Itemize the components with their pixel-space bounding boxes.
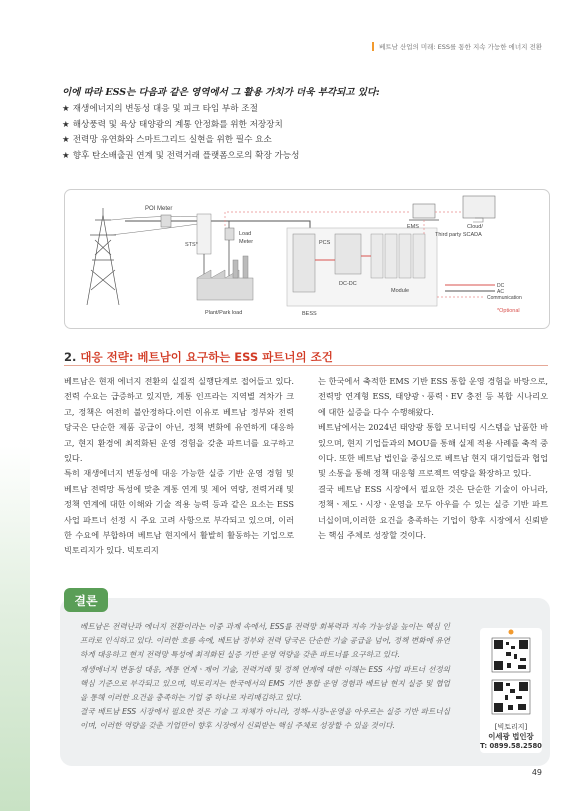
qr-codes (480, 628, 542, 718)
ems-laptop-icon (409, 204, 439, 220)
body-columns (64, 374, 548, 559)
body-paragraph: 특히 재생에너지 변동성에 대응 가능한 실증 기반 운영 경험 및 베트남 전력망 특성에 맞춘 계통 연계 및 제어 역량, 전력거래 및 정책 연계에 대한 이해와 기술 적용 능력 등과 같은 요소는 ESS 사업 파트너 선정 시 주요 고려 사항으로 부각되고 있으며, 이러한 수요에 부합하며 베트남 현지에서 활발히 활동하는 기업으로 빅토리지가 있다. 빅토리지 (64, 468, 294, 556)
section-title (64, 349, 333, 365)
contact-phone: T: 0899.58.2580 (480, 742, 542, 750)
body-paragraph: 베트남은 현재 에너지 전환의 실질적 실행단계로 접어들고 있다. 전력 수요는 급증하고 있지만, 계통 인프라는 지역별 격차가 크고, 정책은 여전히 불안정하다.이런 이유로 베트남 정부와 전력 당국은 단순한 제품 공급이 아닌, 정책 변화에 유연하게 대응하고, 현지 환경에 최적화된 운영 경험을 갖춘 파트너를 요구하고 있다. (64, 376, 294, 464)
star-icon: ★ (62, 104, 70, 114)
body-column-right (318, 374, 548, 559)
factory-icon (197, 256, 253, 300)
header-accent-bar (372, 42, 374, 51)
sts-cabinet-icon (197, 214, 211, 254)
body-paragraph: 결국 베트남 ESS 시장에서 필요한 것은 단순한 기술이 아니라,정책ㆍ제도ㆍ시장ㆍ운영을 모두 아우를 수 있는 실증 기반 파트너십이며,이러한 요건을 충족하는 기업이 향후 시장에서 신뢰받는 핵심 주체로 성장할 것이다. (318, 483, 548, 541)
star-icon: ★ (62, 119, 70, 130)
legend-ac-label: AC (497, 289, 504, 295)
dcdc-label: DC-DC (339, 281, 357, 287)
poi-meter-label: POI Meter (145, 206, 173, 212)
body-paragraph: 베트남에서는 2024년 태양광 통합 모니터링 시스템을 납품한 바 있으며, 현지 기업들과의 MOU를 통해 실제 적용 사례를 축적 중이다. 또한 베트남 법인을 중심으로 베트남 현지 대기업들과 협업 및 소통을 통해 정책 대응형 프로젝트 역량을 확장하고 있다. (318, 422, 548, 479)
star-icon: ★ (62, 150, 70, 161)
intro-list (62, 102, 532, 164)
ess-system-diagram (64, 189, 550, 329)
poi-meter-icon (161, 215, 171, 227)
body-paragraph: 는 한국에서 축적한 EMS 기반 ESS 통합 운영 경험을 바탕으로, 전력망 연계형 ESS, 태양광ㆍ풍력ㆍEV 충전 등 복합 시나리오에 대한 실증을 다수 수행해왔다. (318, 376, 548, 417)
diagram-legend (437, 283, 522, 301)
intro-list-item: ★ 재생에너지의 변동성 대응 및 피크 타임 부하 조절 (62, 104, 258, 114)
dcdc-cabinet-icon (335, 234, 361, 274)
star-icon: ★ (62, 135, 70, 145)
power-line (111, 216, 205, 220)
running-header (372, 42, 542, 51)
qr-code-icon[interactable] (492, 638, 530, 672)
intro-block (62, 84, 532, 164)
page-number: 49 (531, 768, 542, 777)
intro-list-item: ★ 향후 탄소배출권 연계 및 전력거래 플랫폼으로의 확장 가능성 (62, 150, 300, 161)
ems-label: EMS (407, 224, 419, 230)
cloud-label-2: Third party SCADA (435, 232, 482, 238)
contact-person: 이세광 법인장 (488, 732, 534, 741)
comm-line (225, 212, 409, 228)
sts-label: STS* (185, 242, 198, 248)
bess-label: BESS (302, 311, 317, 317)
monitor-icon (463, 196, 495, 222)
load-meter-label-2: Meter (239, 239, 254, 245)
left-decorative-strip (0, 0, 30, 811)
intro-heading: 이에 따라 ESS는 다음과 같은 영역에서 그 활용 가치가 더욱 부각되고 있다: (62, 87, 380, 98)
running-header-title: 베트남 산업의 미래: ESS를 통한 지속 가능한 에너지 전환 (379, 43, 542, 51)
legend-comm-label: Communication (487, 295, 522, 301)
conclusion-paragraph: 재생에너지 변동성 대응, 계통 연계ㆍ제어 기술, 전력거래 및 정책 연계에 대한 이해는 ESS 사업 파트너 선정의 핵심 기준으로 부각되고 있으며, 빅토리지는 한국에서의 EMS 기반 통합 운영 경험과 베트남 현지 실증 및 협업을 통해 이러한 요건을 충족하는 기업 중 하나로 자리매김하고 있다. (80, 664, 450, 703)
section-title-text: 대응 전략: 베트남이 요구하는 ESS 파트너의 조건 (80, 350, 333, 364)
load-meter-icon (225, 228, 234, 240)
conclusion-paragraph: 베트남은 전력난과 에너지 전환이라는 이중 과제 속에서, ESS를 전력망 회복력과 지속 가능성을 높이는 핵심 인프라로 인식하고 있다. 이러한 흐름 속에, 베트남 정부와 전력 당국은 단순한 기술 공급을 넘어, 정책 변화에 유연하게 대응하고 현지 전력망 특성에 최적화된 실증 기반 운영 역량을 갖춘 파트너를 요구하고 있다. (80, 622, 450, 660)
power-line (111, 223, 205, 235)
module-label: Module (391, 288, 410, 294)
plant-load-label: Plant/Park load (205, 310, 243, 316)
conclusion-text (80, 620, 450, 734)
logo-dot-icon (509, 630, 514, 635)
qr-code-icon[interactable] (492, 680, 530, 714)
intro-list-item: ★ 해상풍력 및 육상 태양광의 계통 안정화를 위한 저장장치 (62, 119, 283, 130)
transmission-tower-icon (87, 208, 119, 305)
contact-company: [빅토리지] (494, 723, 528, 731)
legend-dc-label: DC (497, 283, 505, 289)
optional-note: *Optional (497, 308, 520, 314)
conclusion-paragraph: 결국 베트남 ESS 시장에서 필요한 것은 기술 그 자체가 아니라, 정책–시장–운영을 아우르는 실증 기반 파트너십이며, 이러한 역량을 갖춘 기업만이 향후 시장에서 신뢰받는 핵심 주체로 성장할 수 있을 것이다. (80, 707, 450, 731)
body-column-left (64, 374, 294, 559)
pcs-label: PCS (319, 240, 331, 246)
cloud-label-1: Cloud/ (467, 224, 483, 230)
intro-list-item: ★ 전력망 유연화와 스마트그리드 실현을 위한 필수 요소 (62, 135, 272, 145)
ac-bus-line (125, 221, 310, 235)
contact-card (480, 628, 542, 753)
load-meter-label-1: Load (239, 231, 252, 237)
pcs-cabinet-icon (293, 234, 315, 292)
ess-diagram-svg (65, 190, 549, 328)
section-number: 2. (64, 350, 77, 364)
section-divider (64, 365, 548, 366)
conclusion-tab: 결론 (64, 588, 108, 612)
